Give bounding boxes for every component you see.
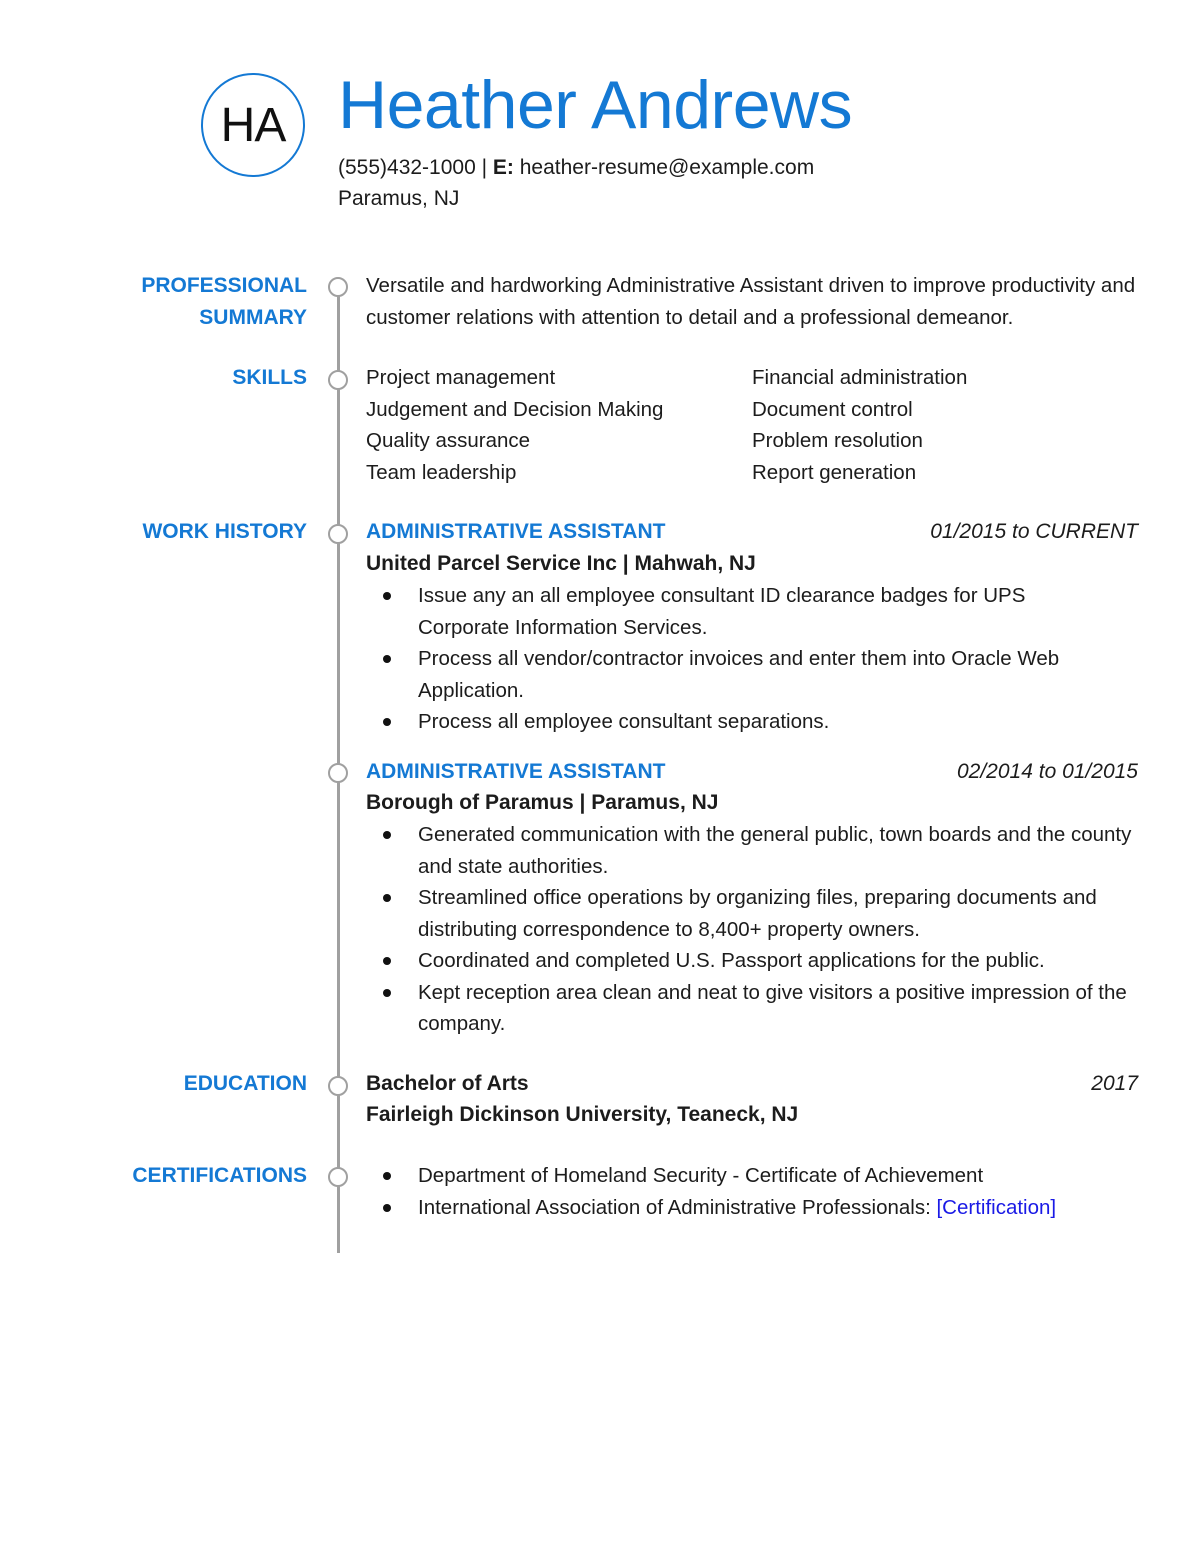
monogram-initials: HA	[220, 98, 286, 152]
job-bullet: Streamlined office operations by organizing files, preparing documents and distributing correspondence to 8,400+ property owners.	[366, 882, 1141, 945]
timeline-dot-summary	[328, 277, 348, 297]
section-label-line: SUMMARY	[199, 306, 307, 329]
skill-item: Document control	[752, 397, 913, 421]
education-school: Fairleigh Dickinson University, Teaneck, NJ	[366, 1103, 799, 1126]
phone-number: (555)432-1000	[338, 156, 476, 179]
job-title: ADMINISTRATIVE ASSISTANT	[366, 760, 666, 783]
job-bullets	[366, 819, 1141, 1040]
contact-separator: |	[475, 156, 493, 179]
timeline-dot-certifications	[328, 1167, 348, 1187]
education-degree: Bachelor of Arts	[366, 1072, 529, 1095]
section-label-education: EDUCATION	[183, 1072, 307, 1095]
job-dates: 01/2015 to CURRENT	[930, 520, 1138, 543]
job-bullets	[366, 580, 1086, 738]
email-address[interactable]: heather-resume@example.com	[519, 156, 815, 179]
skill-item: Team leadership	[366, 460, 517, 484]
skills-column-left	[366, 362, 663, 488]
certification-text: International Association of Administrative Professionals:	[418, 1195, 937, 1219]
skill-item: Financial administration	[752, 366, 968, 389]
education-year: 2017	[1091, 1072, 1138, 1095]
job-bullet: Coordinated and completed U.S. Passport applications for the public.	[366, 945, 1141, 977]
section-label-skills: SKILLS	[232, 366, 307, 389]
timeline-dot-skills	[328, 370, 348, 390]
email-label: E:	[492, 156, 514, 179]
skills-column-right	[752, 362, 967, 488]
certification-list	[366, 1160, 1146, 1223]
certification-item	[366, 1192, 1146, 1224]
job-bullet: Process all vendor/contractor invoices and enter them into Oracle Web Application.	[366, 643, 1086, 706]
job-bullet: Issue any an all employee consultant ID clearance badges for UPS Corporate Information Services.	[366, 580, 1086, 643]
job-company: Borough of Paramus | Paramus, NJ	[366, 791, 719, 814]
contact-info	[338, 152, 814, 214]
section-label-line: PROFESSIONAL	[141, 274, 307, 297]
section-label-summary	[141, 270, 307, 334]
certification-link[interactable]: [Certification]	[936, 1195, 1057, 1219]
timeline-dot-job-2	[328, 763, 348, 783]
job-dates: 02/2014 to 01/2015	[956, 760, 1138, 783]
job-title: ADMINISTRATIVE ASSISTANT	[366, 520, 666, 543]
certification-item: Department of Homeland Security - Certificate of Achievement	[366, 1160, 1146, 1192]
section-label-work: WORK HISTORY	[142, 520, 307, 543]
job-bullet: Kept reception area clean and neat to give visitors a positive impression of the company.	[366, 977, 1141, 1040]
job-bullet: Generated communication with the general public, town boards and the county and state authorities.	[366, 819, 1141, 882]
job-company: United Parcel Service Inc | Mahwah, NJ	[366, 552, 756, 575]
skill-item: Project management	[366, 366, 556, 389]
skill-item: Report generation	[752, 460, 917, 484]
contact-line	[338, 152, 814, 183]
timeline-dot-work	[328, 524, 348, 544]
section-label-certifications: CERTIFICATIONS	[132, 1164, 307, 1187]
monogram-circle	[201, 73, 305, 177]
skill-item: Judgement and Decision Making	[366, 397, 664, 421]
timeline-dot-education	[328, 1076, 348, 1096]
candidate-name: Heather Andrews	[338, 67, 853, 143]
summary-text: Versatile and hardworking Administrative Assistant driven to improve productivity and customer relations with attention to detail and a professional demeanor.	[366, 274, 1136, 329]
skill-item: Problem resolution	[752, 429, 923, 452]
location: Paramus, NJ	[338, 187, 460, 210]
skill-item: Quality assurance	[366, 429, 531, 452]
job-bullet: Process all employee consultant separations.	[366, 706, 1086, 738]
